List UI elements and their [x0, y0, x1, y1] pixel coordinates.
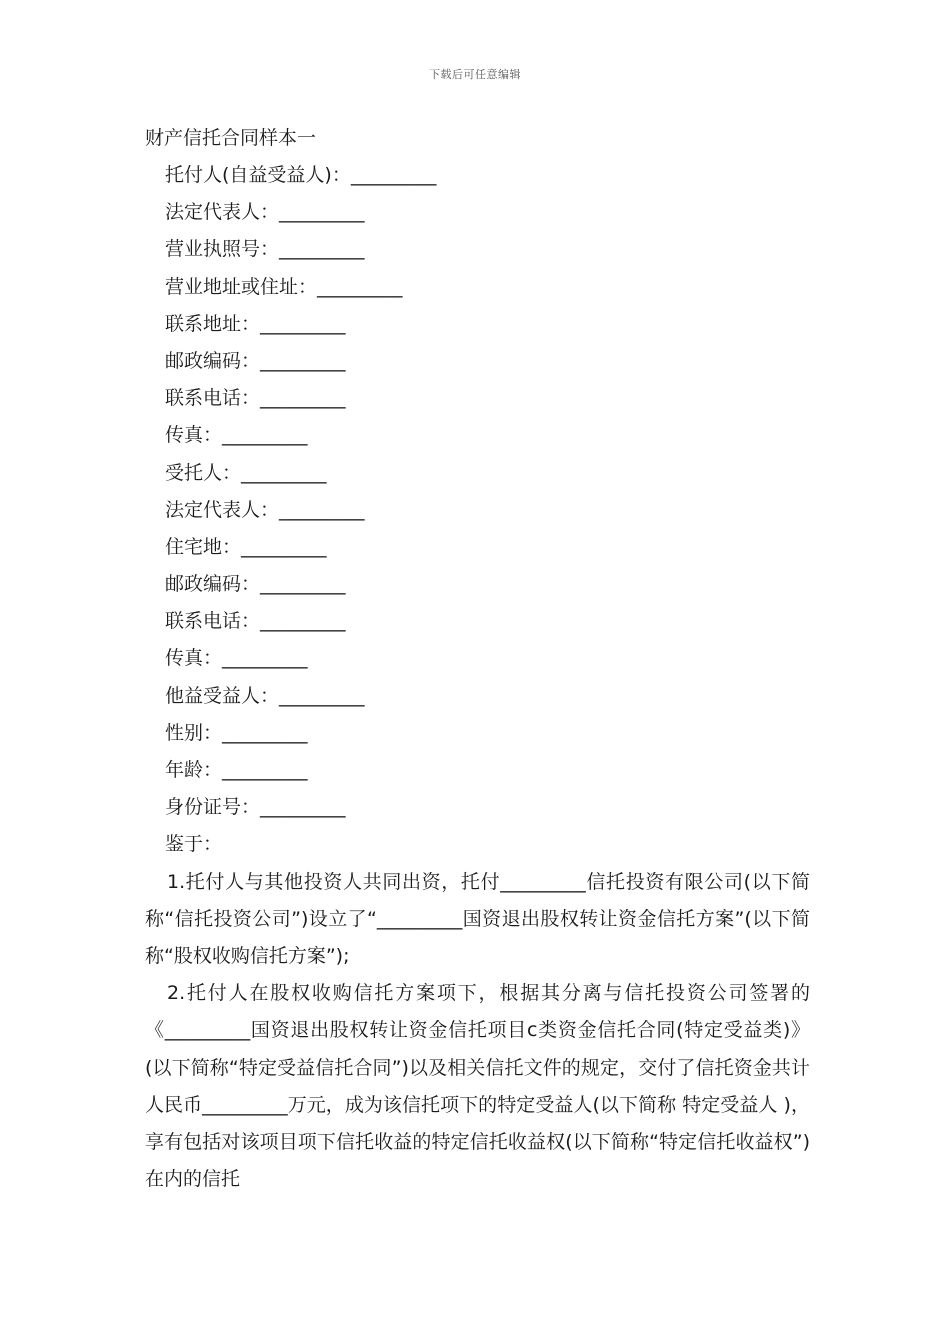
field-trustee-legal-rep	[145, 492, 810, 529]
field-entrustor	[145, 157, 810, 194]
clause-1	[145, 864, 810, 976]
field-label: 受托人：	[165, 461, 242, 484]
field-label: 联系电话：	[165, 387, 261, 410]
field-age	[145, 752, 810, 789]
field-fax	[145, 417, 810, 454]
field-phone	[145, 380, 810, 417]
field-phone-2	[145, 603, 810, 640]
field-label: 性别：	[165, 721, 223, 744]
field-label: 他益受益人：	[165, 684, 280, 707]
field-label: 传真：	[165, 424, 223, 447]
clause-2	[145, 975, 810, 1198]
field-trustee	[145, 455, 810, 492]
field-label: 联系地址：	[165, 312, 261, 335]
field-blank: _________	[279, 201, 365, 224]
field-other-beneficiary	[145, 678, 810, 715]
document-body	[145, 120, 810, 1198]
field-label: 营业执照号：	[165, 238, 280, 261]
field-label: 住宅地：	[165, 535, 242, 558]
field-blank: _________	[260, 573, 346, 596]
field-blank: _________	[279, 498, 365, 521]
field-gender	[145, 715, 810, 752]
field-blank: _________	[222, 647, 308, 670]
clause-2-text: 2.托付人在股权收购信托方案项下，根据其分离与信托投资公司签署的《_________国资退出股权转让资金信托项目c类资金信托合同(特定受益类)》(以下简称“特定受益信托合同”)以及相关信托文件的规定，交付了信托资金共计人民币_________万元，成为该信托项下的特定受益人(以下简称 特定受益人 )，享有包括对该项目项下信托收益的特定信托收益权(以下简称“特定信托收益权”)在内的信托	[145, 982, 810, 1191]
field-blank: _________	[241, 461, 327, 484]
field-label: 托付人(自益受益人)：	[165, 164, 351, 186]
document-title: 财产信托合同样本一	[145, 127, 317, 149]
clause-1-text: 1.托付人与其他投资人共同出资，托付_________信托投资有限公司(以下简称“信托投资公司”)设立了“_________国资退出股权转让资金信托方案”(以下简称“股权收购信托方案”);	[145, 870, 810, 967]
field-postal-code-2	[145, 566, 810, 603]
field-label: 邮政编码：	[165, 349, 261, 372]
field-contact-address	[145, 306, 810, 343]
field-label: 传真：	[165, 647, 223, 670]
party-field-list	[145, 157, 810, 826]
page-header: 下载后可任意编辑	[429, 68, 521, 81]
field-fax-2	[145, 640, 810, 677]
field-blank: _________	[260, 610, 346, 633]
field-label: 邮政编码：	[165, 573, 261, 596]
field-blank: _________	[260, 312, 346, 335]
field-label: 营业地址或住址：	[165, 275, 318, 298]
field-blank: _________	[260, 796, 346, 819]
field-blank: _________	[222, 424, 308, 447]
field-entrustor-legal-rep	[145, 194, 810, 231]
whereas-heading: 鉴于：	[165, 833, 223, 856]
field-label: 法定代表人：	[165, 498, 280, 521]
field-residence	[145, 529, 810, 566]
field-blank: _________	[279, 684, 365, 707]
field-business-address	[145, 269, 810, 306]
field-blank: _________	[279, 238, 365, 261]
field-blank: _________	[350, 164, 437, 186]
field-label: 身份证号：	[165, 796, 261, 819]
field-label: 法定代表人：	[165, 201, 280, 224]
field-blank: _________	[260, 349, 346, 372]
field-label: 年龄：	[165, 759, 223, 781]
field-blank: _________	[222, 759, 308, 781]
field-business-license	[145, 231, 810, 268]
field-blank: _________	[222, 721, 308, 744]
field-id-number	[145, 789, 810, 826]
field-blank: _________	[241, 535, 327, 558]
field-postal-code	[145, 343, 810, 380]
field-blank: _________	[260, 387, 346, 410]
field-blank: _________	[317, 275, 403, 298]
field-label: 联系电话：	[165, 610, 261, 633]
